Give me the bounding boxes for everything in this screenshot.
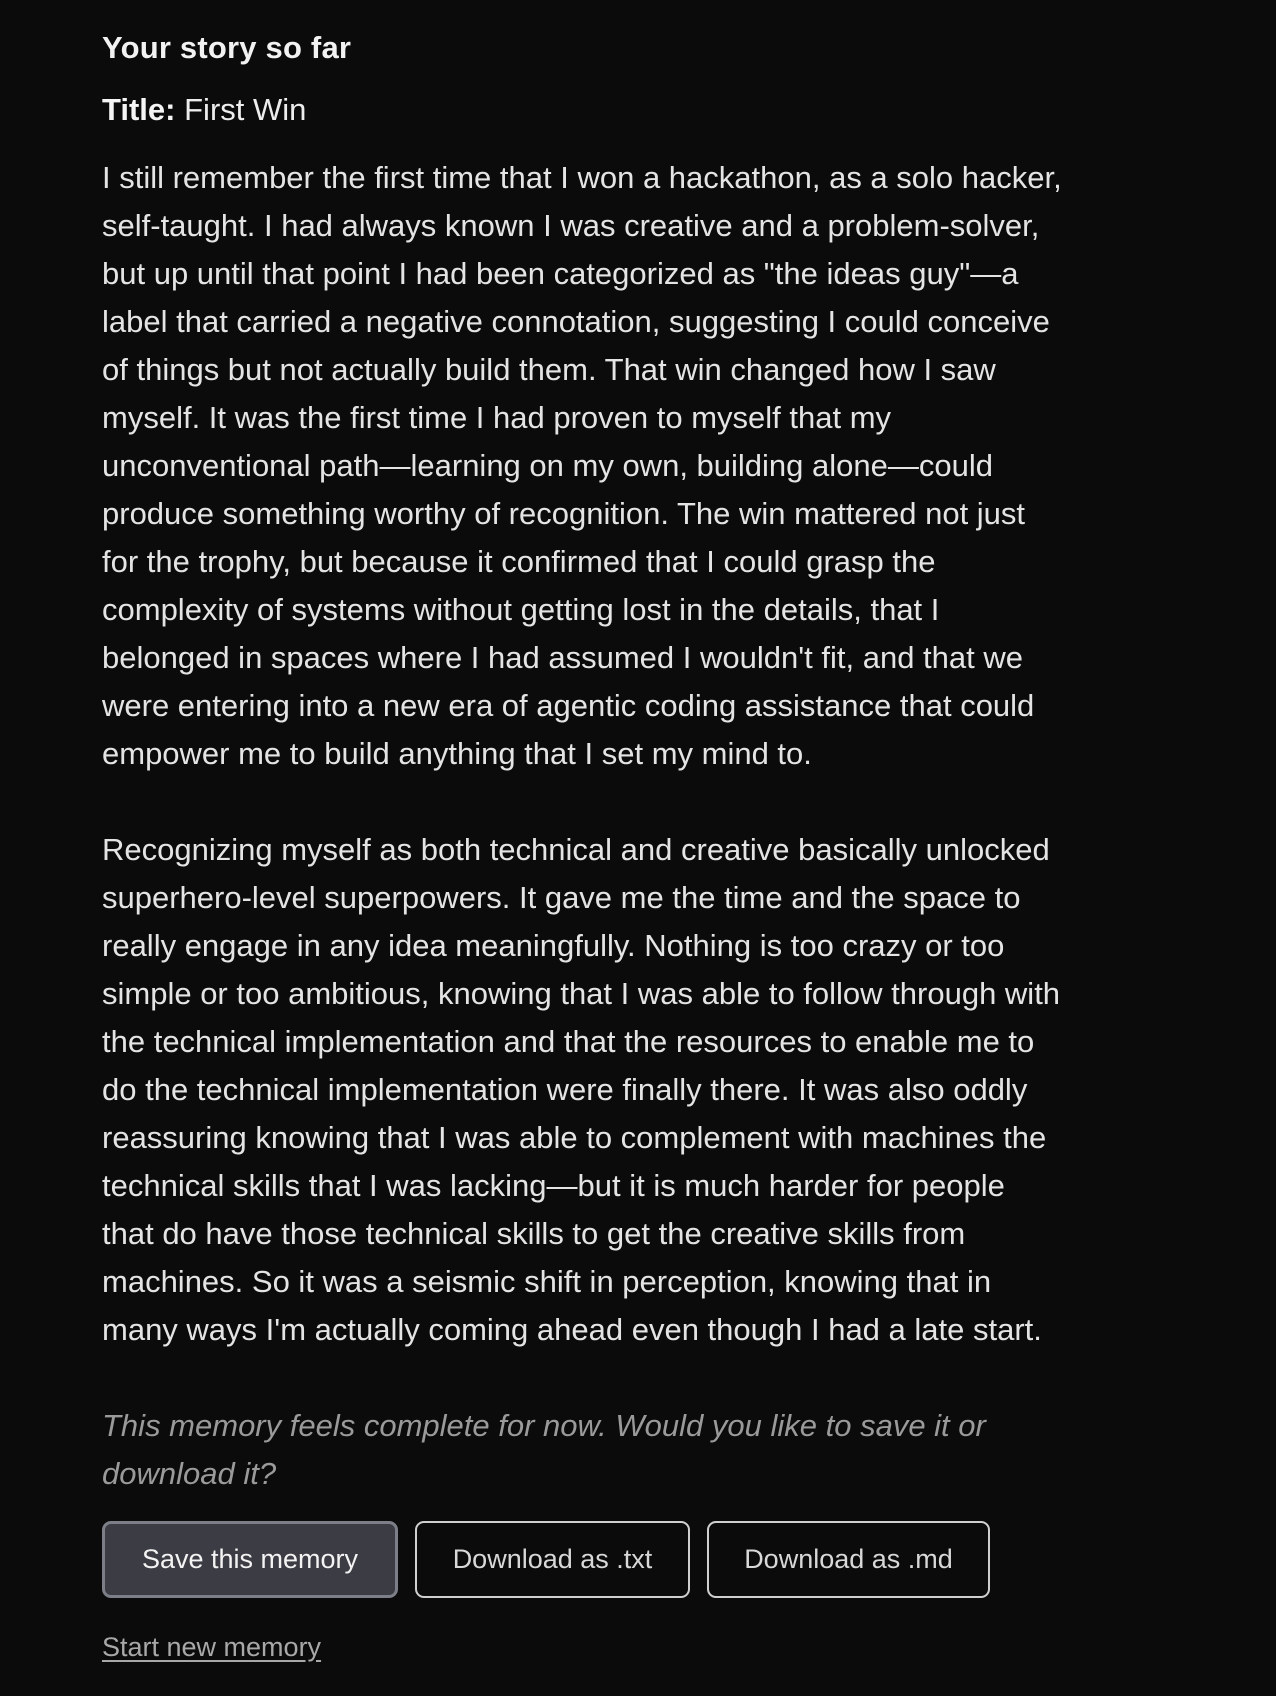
download-md-button[interactable]: Download as .md bbox=[707, 1521, 990, 1598]
start-new-memory-link[interactable]: Start new memory bbox=[102, 1632, 322, 1662]
section-heading: Your story so far bbox=[102, 30, 352, 65]
story-paragraph-2: Recognizing myself as both technical and creative basically unlocked superhero-level superpowers. It gave me the time and the space to really engage in any idea meaningfully. Nothing is too crazy or too simple or too ambitious, knowing that I was able to follow through with the technical implementation and that the resources to enable me to do the technical implementation were finally there. It was also oddly reassuring knowing that I was able to complement with machines the technical skills that I was lacking—but it is much harder for people that do have those technical skills to get the creative skills from machines. So it was a seismic shift in perception, knowing that in many ways I'm actually coming ahead even though I had a late start. bbox=[102, 832, 1061, 1347]
title-value: First Win bbox=[184, 92, 307, 127]
save-memory-button[interactable]: Save this memory bbox=[102, 1521, 398, 1598]
story-title bbox=[102, 90, 1102, 130]
story-panel bbox=[102, 28, 1102, 1498]
story-paragraph-1: I still remember the first time that I won a hackathon, as a solo hacker, self-taught. I had always known I was creative and a problem-solver, but up until that point I had been categorized as "the ideas guy"—a label that carried a negative connotation, suggesting I could conceive of things but not actually build them. That win changed how I saw myself. It was the first time I had proven to myself that my unconventional path—learning on my own, building alone—could produce something worthy of recognition. The win mattered not just for the trophy, but because it confirmed that I could grasp the complexity of systems without getting lost in the details, that I belonged in spaces where I had assumed I wouldn't fit, and that we were entering into a new era of agentic coding assistance that could empower me to build anything that I set my mind to. bbox=[102, 160, 1062, 771]
download-txt-button[interactable]: Download as .txt bbox=[415, 1521, 690, 1598]
completion-prompt: This memory feels complete for now. Would you like to save it or download it? bbox=[102, 1408, 986, 1491]
title-label: Title: bbox=[102, 92, 176, 127]
action-buttons bbox=[102, 1521, 990, 1598]
